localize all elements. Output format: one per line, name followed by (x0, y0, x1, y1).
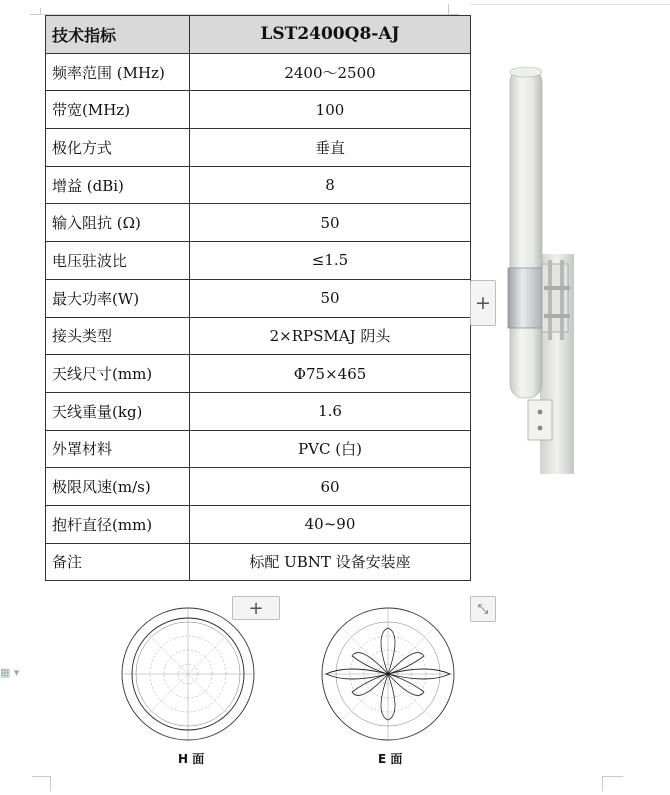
spec-label-cell[interactable]: 极限风速(m/s) (46, 468, 190, 506)
spec-value-cell[interactable]: 50 (190, 204, 471, 242)
spec-label-cell[interactable]: 接头类型 (46, 317, 190, 355)
table-row (46, 242, 471, 280)
spec-value-cell[interactable]: 40~90 (190, 505, 471, 543)
table-row (46, 204, 471, 242)
paste-options-icon[interactable]: ▦ ▾ (0, 666, 20, 679)
table-row (46, 468, 471, 506)
table-row (46, 392, 471, 430)
table-header-label[interactable]: 技术指标 (46, 16, 190, 54)
table-row (46, 166, 471, 204)
spec-value-cell[interactable]: 1.6 (190, 392, 471, 430)
h-plane-label: H 面 (178, 752, 205, 766)
spec-value-cell[interactable]: 标配 UBNT 设备安装座 (190, 543, 471, 581)
spec-value-cell[interactable]: ≤1.5 (190, 242, 471, 280)
spec-label-cell[interactable]: 输入阻抗 (Ω) (46, 204, 190, 242)
table-header-row (46, 16, 471, 54)
spec-label-cell[interactable]: 抱杆直径(mm) (46, 505, 190, 543)
plus-icon: + (248, 597, 264, 619)
spec-value-cell[interactable]: 2×RPSMAJ 阴头 (190, 317, 471, 355)
page-corner-mark (448, 4, 459, 15)
spec-table (45, 15, 471, 581)
table-row (46, 129, 471, 167)
h-plane-pattern-chart (118, 604, 258, 744)
table-row (46, 505, 471, 543)
table-row (46, 543, 471, 581)
add-row-button[interactable] (232, 596, 280, 620)
resize-arrows-icon: ⤡ (477, 601, 489, 617)
spec-label-cell[interactable]: 增益 (dBi) (46, 166, 190, 204)
page-corner-mark (32, 776, 51, 791)
spec-label-cell[interactable]: 最大功率(W) (46, 279, 190, 317)
table-resize-handle[interactable] (470, 596, 496, 622)
table-header-model[interactable]: LST2400Q8-AJ (190, 16, 471, 54)
table-row (46, 355, 471, 393)
spec-label-cell[interactable]: 天线尺寸(mm) (46, 355, 190, 393)
plus-icon: + (475, 292, 491, 314)
spec-label-cell[interactable]: 极化方式 (46, 129, 190, 167)
spec-label-cell[interactable]: 带宽(MHz) (46, 91, 190, 129)
spec-value-cell[interactable]: Φ75×465 (190, 355, 471, 393)
table-row (46, 53, 471, 91)
table-row (46, 430, 471, 468)
e-plane-pattern-chart (318, 604, 458, 744)
spec-value-cell[interactable]: 垂直 (190, 129, 471, 167)
spec-value-cell[interactable]: PVC (白) (190, 430, 471, 468)
page-corner-mark (602, 776, 623, 791)
spec-value-cell[interactable]: 50 (190, 279, 471, 317)
e-plane-label: E 面 (378, 752, 403, 766)
table-row (46, 91, 471, 129)
add-column-button[interactable] (470, 280, 496, 326)
table-row (46, 317, 471, 355)
spec-label-cell[interactable]: 外罩材料 (46, 430, 190, 468)
spec-value-cell[interactable]: 2400～2500 (190, 53, 471, 91)
spec-value-cell[interactable]: 8 (190, 166, 471, 204)
spec-value-cell[interactable]: 60 (190, 468, 471, 506)
page-top-edge (470, 0, 670, 5)
spec-value-cell[interactable]: 100 (190, 91, 471, 129)
spec-label-cell[interactable]: 备注 (46, 543, 190, 581)
table-row (46, 279, 471, 317)
spec-label-cell[interactable]: 频率范围 (MHz) (46, 53, 190, 91)
spec-label-cell[interactable]: 电压驻波比 (46, 242, 190, 280)
spec-label-cell[interactable]: 天线重量(kg) (46, 392, 190, 430)
antenna-photo (496, 64, 596, 476)
